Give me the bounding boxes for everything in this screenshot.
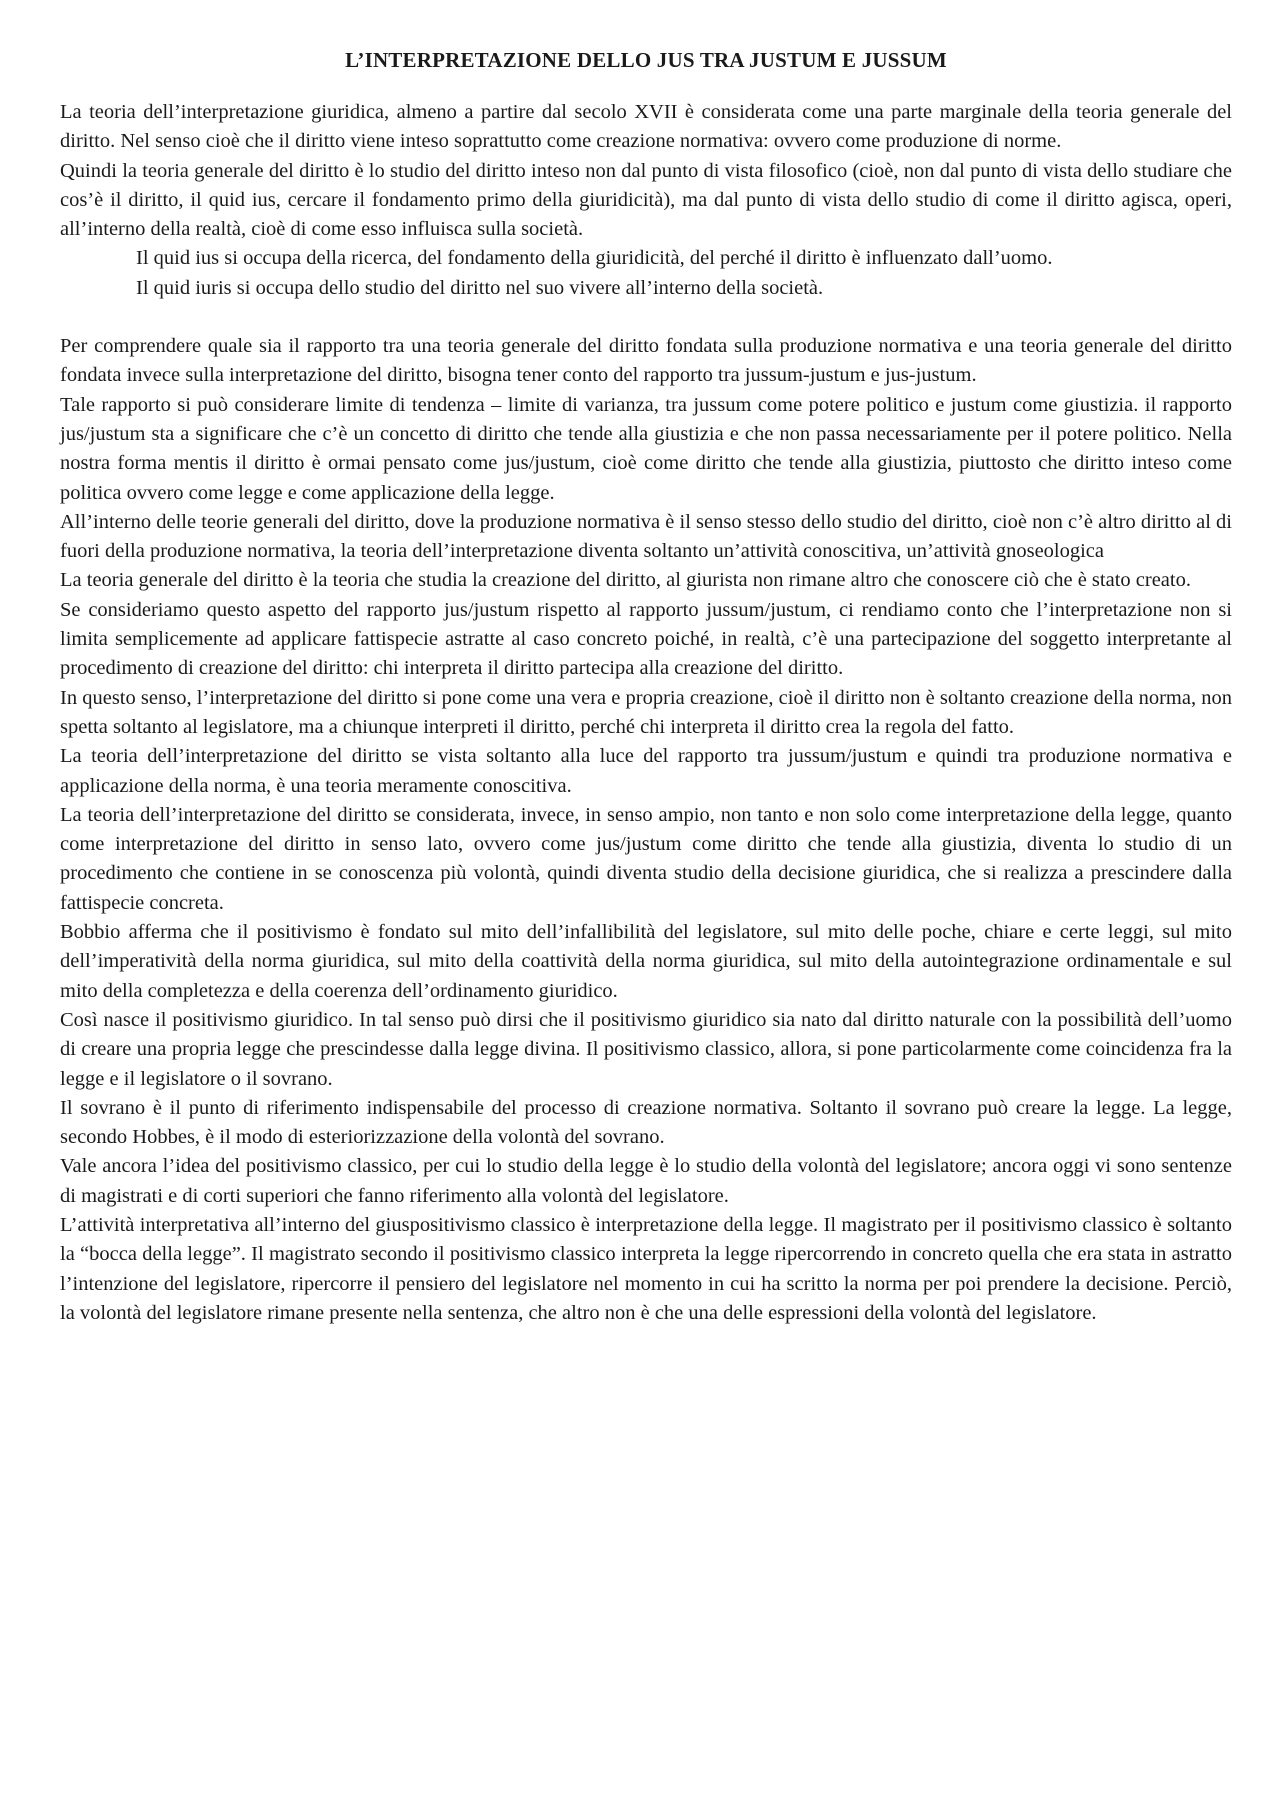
paragraph: L’attività interpretativa all’interno del giuspositivismo classico è interpretazione della legge. Il magistrato per il positivismo classico è soltanto la “bocca della legge”. Il magistrato secondo il positivismo classico interpreta la legge ripercorrendo in concreto quella che era stata in astratto l’intenzione del legislatore, ripercorre il pensiero del legislatore nel momento in cui ha scritto la norma per poi prendere la decisione. Perciò, la volontà del legislatore rimane presente nella sentenza, che altro non è che una delle espressioni della volontà del legislatore. [60,1213,1232,1324]
paragraph: La teoria generale del diritto è la teoria che studia la creazione del diritto, al giurista non rimane altro che conoscere ciò che è stato creato. [60,569,1191,592]
paragraph: La teoria dell’interpretazione giuridica, almeno a partire dal secolo XVII è considerata come una parte marginale della teoria generale del diritto. Nel senso cioè che il diritto viene inteso soprattutto come creazione normativa: ovvero come produzione di norme. [60,101,1232,153]
document-page [60,46,1232,1328]
paragraph: Il quid ius si occupa della ricerca, del fondamento della giuridicità, del perché il diritto è influenzato dall’uomo. [136,247,1053,270]
paragraph: Vale ancora l’idea del positivismo classico, per cui lo studio della legge è lo studio della volontà del legislatore; ancora oggi vi sono sentenze di magistrati e di corti superiori che fanno riferimento alla volontà del legislatore. [60,1155,1232,1207]
paragraph: Il quid iuris si occupa dello studio del diritto nel suo vivere all’interno della società. [136,276,824,299]
paragraph: Quindi la teoria generale del diritto è lo studio del diritto inteso non dal punto di vista filosofico (cioè, non dal punto di vista dello studiare che cos’è il diritto, il quid ius, cercare il fondamento primo della giuridicità), ma dal punto di vista dello studio di come il diritto agisca, operi, all’interno della realtà, cioè di come esso influisca sulla società. [60,159,1232,241]
paragraph: Il sovrano è il punto di riferimento indispensabile del processo di creazione normativa. Soltanto il sovrano può creare la legge. La legge, secondo Hobbes, è il modo di esteriorizzazione della volontà del sovrano. [60,1096,1232,1149]
paragraph: Per comprendere quale sia il rapporto tra una teoria generale del diritto fondata sulla produzione normativa e una teoria generale del diritto fondata invece sulla interpretazione del diritto, bisogna tener conto del rapporto tra jussum-justum e jus-justum. [60,335,1232,387]
paragraph: Così nasce il positivismo giuridico. In tal senso può dirsi che il positivismo giuridico sia nato dal diritto naturale con la possibilità dell’uomo di creare una propria legge che prescindesse dalla legge divina. Il positivismo classico, allora, si pone particolarmente come coincidenza fra la legge e il legislatore o il sovrano. [60,1008,1232,1090]
document-title: L’INTERPRETAZIONE DELLO JUS TRA JUSTUM E JUSSUM [345,48,947,72]
paragraph: All’interno delle teorie generali del diritto, dove la produzione normativa è il senso stesso dello studio del diritto, cioè non c’è altro diritto al di fuori della produzione normativa, la teoria dell’interpretazione diventa soltanto un’attività conoscitiva, un’attività gnoseologica [60,510,1232,563]
paragraph: La teoria dell’interpretazione del diritto se vista soltanto alla luce del rapporto tra jussum/justum e quindi tra produzione normativa e applicazione della norma, è una teoria meramente conoscitiva. [60,745,1232,797]
paragraph: Se consideriamo questo aspetto del rapporto jus/justum rispetto al rapporto jussum/justum, ci rendiamo conto che l’interpretazione non si limita semplicemente ad applicare fattispecie astratte al caso concreto poiché, in realtà, c’è una partecipazione del soggetto interpretante al procedimento di creazione del diritto: chi interpreta il diritto partecipa alla creazione del diritto. [60,598,1232,680]
paragraph: Bobbio afferma che il positivismo è fondato sul mito dell’infallibilità del legislatore, sul mito delle poche, chiare e certe leggi, sul mito dell’imperatività della norma giuridica, sul mito della coattività della norma giuridica, sul mito della autointegrazione ordinamentale e sul mito della completezza e della coerenza dell’ordinamento giuridico. [60,921,1232,1002]
paragraph-gap [60,303,1232,332]
paragraph: In questo senso, l’interpretazione del diritto si pone come una vera e propria creazione, cioè il diritto non è soltanto creazione della norma, non spetta soltanto al legislatore, ma a chiunque interpreti il diritto, perché chi interpreta il diritto crea la regola del fatto. [60,686,1232,738]
paragraph: La teoria dell’interpretazione del diritto se considerata, invece, in senso ampio, non tanto e non solo come interpretazione della legge, quanto come interpretazione del diritto in senso lato, ovvero come jus/justum come diritto che tende alla giustizia, diventa lo studio di un procedimento che contiene in se conoscenza più volontà, quindi diventa studio della decisione giuridica, che si realizza a prescindere dalla fattispecie concreta. [60,803,1232,914]
paragraph: Tale rapporto si può considerare limite di tendenza – limite di varianza, tra jussum come potere politico e justum come giustizia. il rapporto jus/justum sta a significare che c’è un concetto di diritto che tende alla giustizia e che non passa necessariamente per il potere politico. Nella nostra forma mentis il diritto è ormai pensato come jus/justum, cioè come diritto che tende alla giustizia, piuttosto che diritto inteso come politica ovvero come legge e come applicazione della legge. [60,393,1232,504]
